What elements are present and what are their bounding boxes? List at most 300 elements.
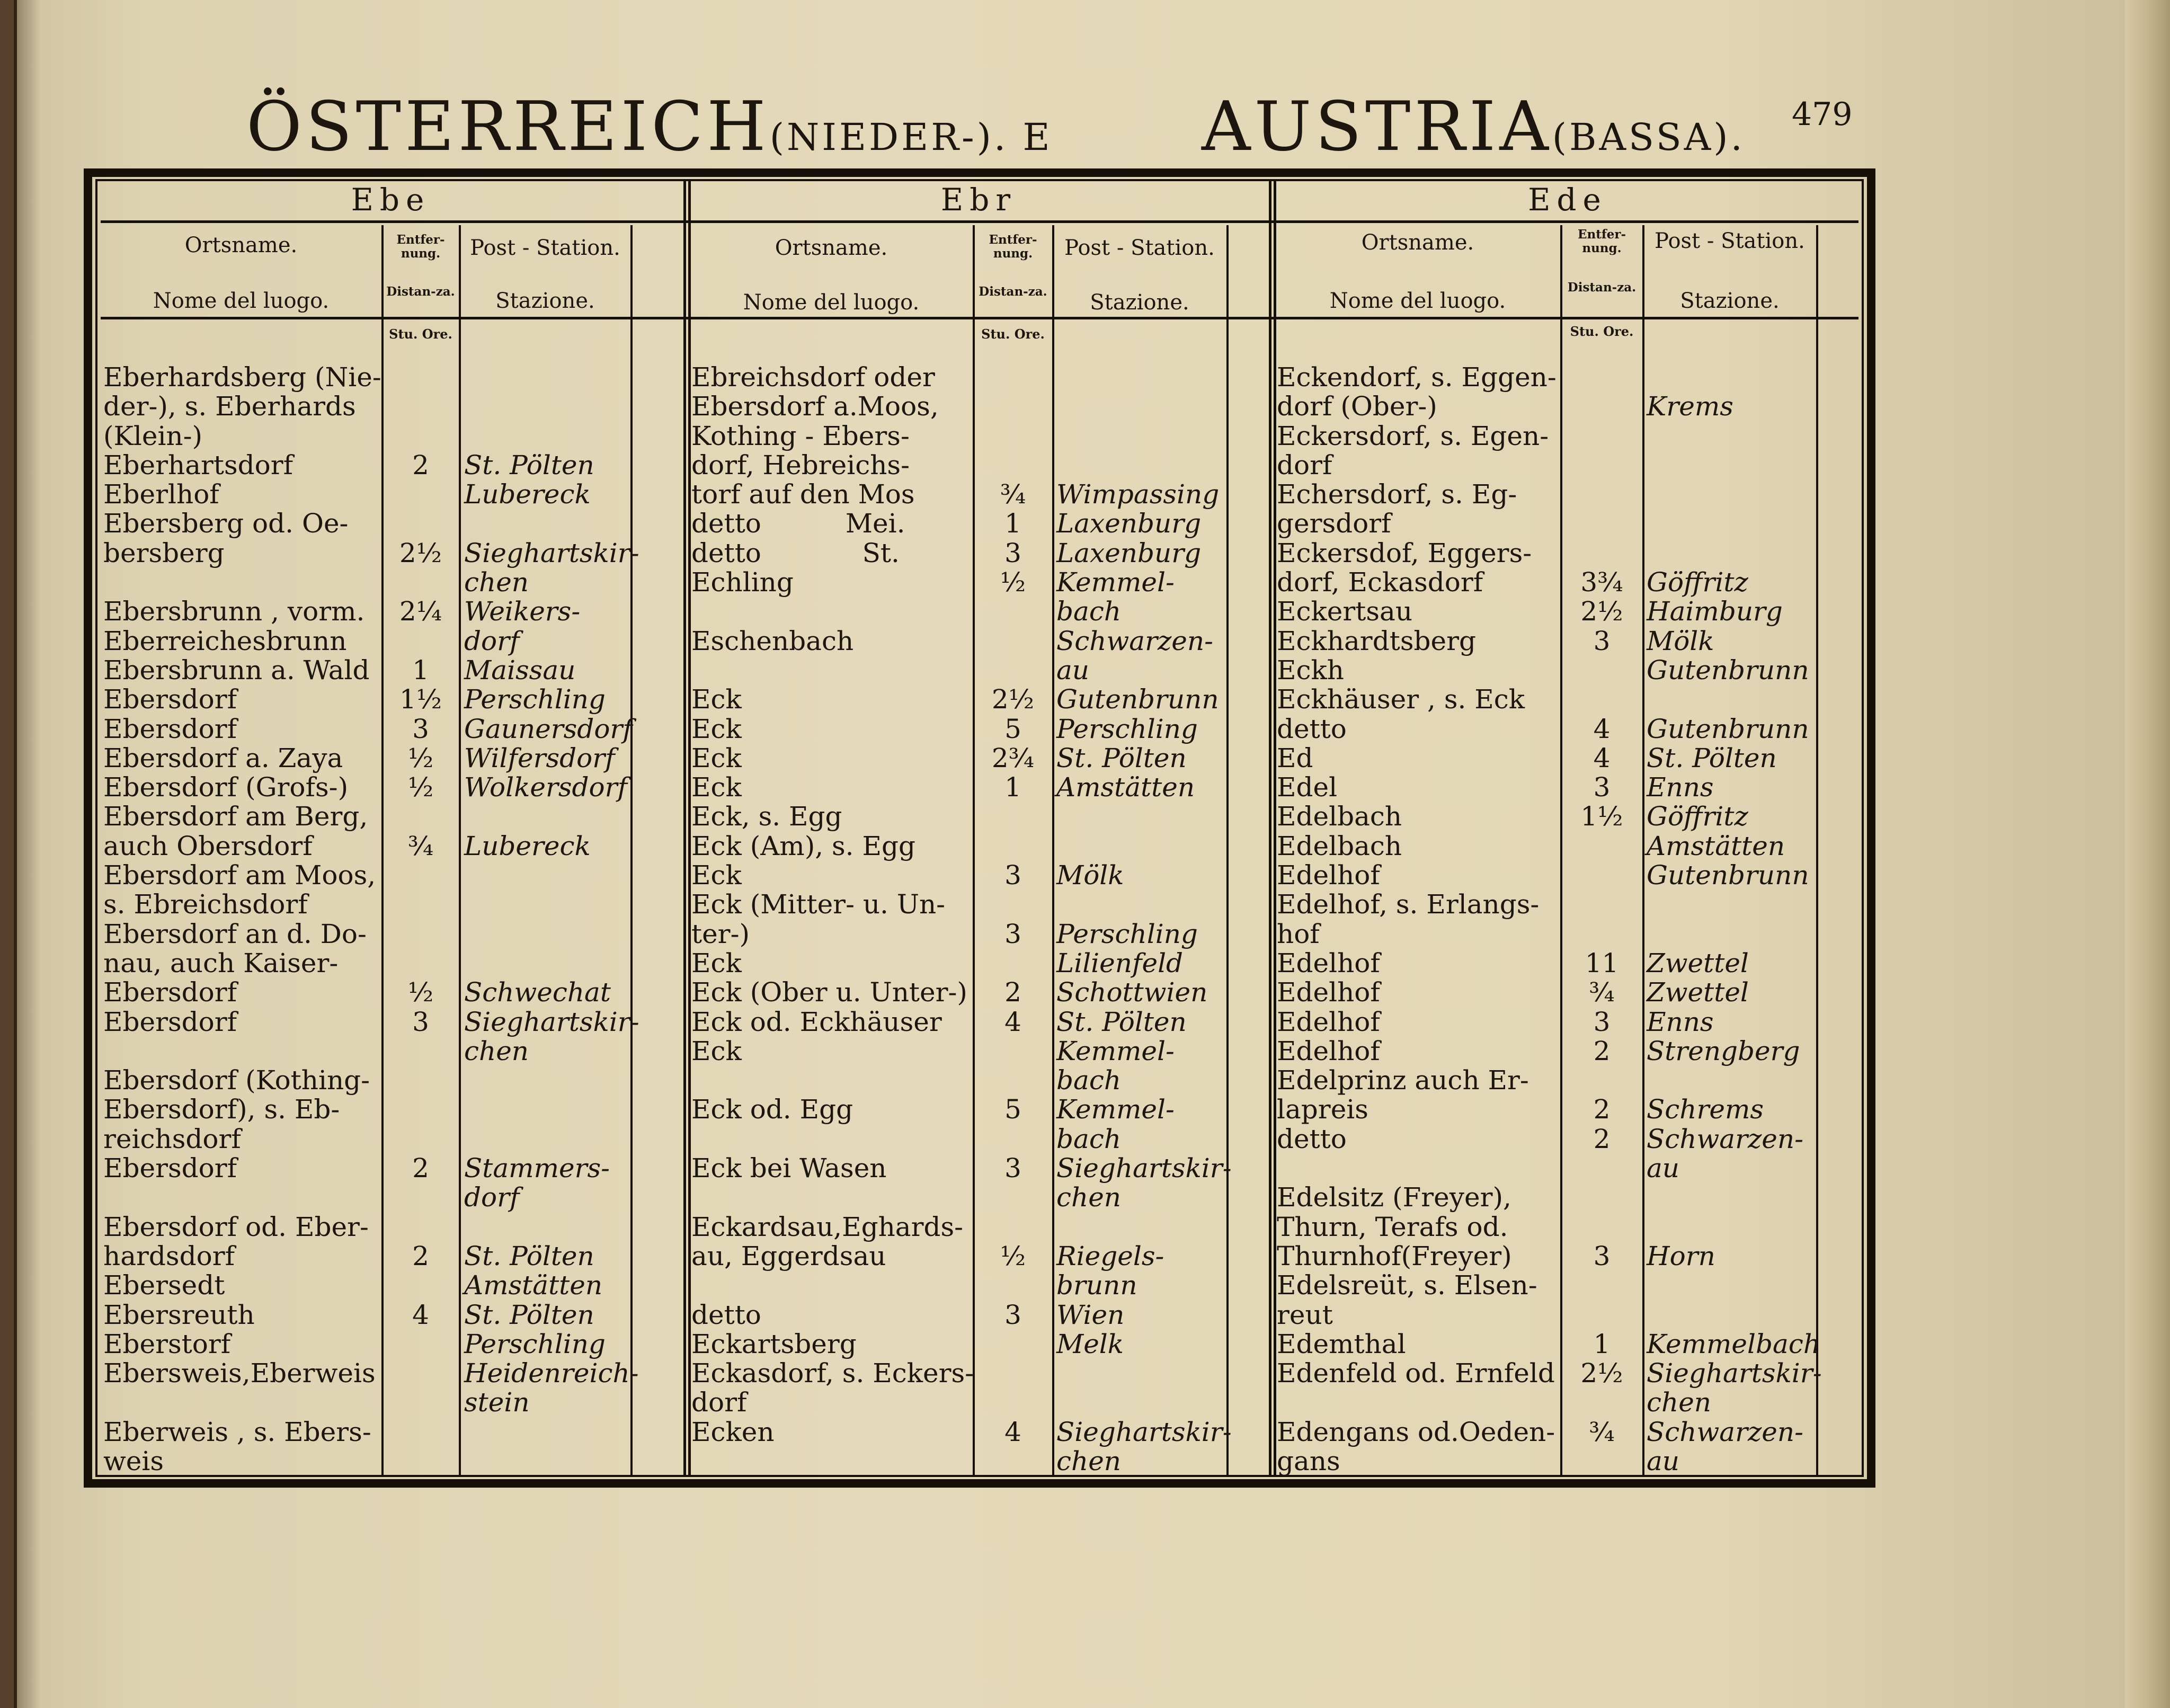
section-divider	[1269, 179, 1276, 1477]
spine-shadow	[14, 0, 40, 1708]
post-station: Kemmel-	[1056, 567, 1175, 598]
post-station: chen	[1056, 1182, 1121, 1213]
post-station	[1056, 1359, 1225, 1388]
post-station: au	[1056, 654, 1090, 686]
distance-value	[1562, 832, 1641, 861]
place-name: hof	[1277, 918, 1320, 949]
distance-value	[1562, 392, 1641, 421]
distance-value: 3	[412, 713, 429, 744]
place-name	[691, 1271, 971, 1300]
distance-value	[1562, 890, 1641, 919]
title-german-sub: (NIEDER-). E	[769, 115, 1053, 159]
post-station: St. Pölten	[1056, 742, 1187, 773]
post-station: Strengberg	[1647, 1035, 1800, 1066]
place-name: Ebersdorf am Moos,	[103, 860, 376, 891]
page-number: 479	[1792, 96, 1853, 133]
post-station: Sieghartskir-	[464, 537, 639, 568]
post-station: chen	[464, 1035, 529, 1066]
distance-value: 2¾	[991, 742, 1035, 773]
place-name: Edengans od.Oeden-	[1277, 1416, 1555, 1447]
post-station: Kemmel-	[1056, 1094, 1175, 1125]
place-name: Edelhof, s. Erlangs-	[1277, 889, 1540, 920]
post-station: dorf	[464, 625, 520, 656]
distance-value: 2	[412, 1240, 429, 1271]
place-name: ter-)	[691, 918, 750, 949]
post-station: chen	[464, 567, 529, 598]
place-name: detto	[1277, 1123, 1347, 1154]
place-name: (Klein-)	[103, 420, 203, 451]
post-station	[464, 920, 629, 949]
post-station	[464, 1066, 629, 1095]
place-name: Eckasdorf, s. Eckers-	[691, 1358, 974, 1389]
place-name	[691, 656, 971, 685]
post-station: Wilfersdorf	[464, 742, 615, 773]
post-station	[1056, 392, 1225, 421]
place-name: Thurnhof(Freyer)	[1277, 1240, 1512, 1271]
place-name: Ebersdorf	[103, 977, 237, 1008]
post-station: St. Pölten	[464, 449, 594, 481]
place-name	[691, 1066, 971, 1095]
place-name: Eck (Am), s. Egg	[691, 830, 915, 861]
title-italian	[1202, 87, 1745, 174]
post-station	[464, 1125, 629, 1154]
place-name: reichsdorf	[103, 1123, 241, 1154]
col-header-entfernung: Entfer-nung.	[989, 233, 1037, 261]
place-name: Eberweis , s. Ebers-	[103, 1416, 371, 1447]
column-line	[1052, 225, 1054, 1475]
post-station	[464, 890, 629, 919]
post-station: Wien	[1056, 1299, 1125, 1330]
place-name: nau, auch Kaiser-	[103, 947, 339, 978]
distance-value: ½	[407, 742, 434, 773]
distance-value	[384, 1213, 458, 1242]
post-station: Mölk	[1056, 860, 1124, 891]
distance-value	[1562, 363, 1641, 392]
distance-value	[975, 1271, 1051, 1300]
post-station: Sieghartskir-	[1056, 1153, 1232, 1184]
place-name: Eck	[691, 742, 742, 773]
place-name: Ebreichsdorf oder	[691, 362, 935, 393]
col-header-post-station: Post - Station.	[1064, 236, 1215, 260]
page-header	[0, 87, 2170, 166]
place-name: Edelsreüt, s. Elsen-	[1277, 1270, 1537, 1301]
place-name: Echling	[691, 567, 794, 598]
place-name	[1277, 1154, 1559, 1183]
place-name: dorf (Ober-)	[1277, 391, 1437, 422]
place-name: dorf, Eckasdorf	[1277, 567, 1483, 598]
distance-value	[975, 832, 1051, 861]
post-station: stein	[464, 1387, 530, 1418]
distance-value	[384, 920, 458, 949]
place-name-column	[1277, 363, 1559, 1476]
post-station: Schwarzen-	[1056, 625, 1213, 656]
col-header-stazione: Stazione.	[1680, 289, 1780, 313]
post-station	[1647, 1271, 1815, 1300]
place-name-column	[691, 362, 974, 1476]
place-name	[1277, 1388, 1559, 1417]
distance-value	[1562, 480, 1641, 509]
col-header-nome-del-luogo: Nome del luogo.	[1329, 289, 1506, 313]
post-station	[1647, 1183, 1815, 1212]
distance-column	[384, 363, 458, 1476]
place-name	[103, 1183, 380, 1212]
post-station: Horn	[1647, 1240, 1715, 1271]
distance-value: 11	[1585, 947, 1619, 978]
col-header-post-station: Post - Station.	[470, 236, 620, 260]
place-name: auch Obersdorf	[103, 830, 313, 861]
post-station	[464, 1095, 629, 1124]
col-header-stazione: Stazione.	[1090, 290, 1189, 315]
place-name	[103, 1037, 380, 1066]
post-station: Laxenburg	[1056, 508, 1202, 539]
place-name: detto	[691, 1299, 761, 1330]
page-edge	[2125, 0, 2170, 1708]
post-station	[1056, 802, 1225, 831]
place-name: torf auf den Mos	[691, 479, 915, 510]
title-italian-main: AUSTRIA	[1202, 87, 1552, 166]
unit-label: Stu. Ore.	[1570, 324, 1634, 339]
distance-value	[384, 1359, 458, 1388]
distance-value	[384, 568, 458, 597]
distance-value	[384, 1183, 458, 1212]
post-station: Heidenreich-	[464, 1358, 639, 1389]
post-station: Maissau	[464, 654, 576, 686]
post-station: Melk	[1056, 1328, 1124, 1359]
distance-value: 5	[1004, 1094, 1021, 1125]
post-station: chen	[1056, 1445, 1121, 1476]
distance-value	[1562, 656, 1641, 685]
post-station	[1647, 890, 1815, 919]
post-station	[1647, 422, 1815, 451]
distance-value: 2½	[1580, 1358, 1623, 1389]
distance-value	[1562, 1183, 1641, 1212]
post-station: St. Pölten	[1056, 1006, 1187, 1037]
post-station	[464, 861, 629, 890]
place-name: Eck bei Wasen	[691, 1153, 887, 1184]
post-station: Schottwien	[1056, 977, 1208, 1008]
post-station: Kemmel-	[1056, 1035, 1175, 1066]
place-name: Ebersreuth	[103, 1299, 255, 1330]
col-header-ortsname: Ortsname.	[1361, 230, 1474, 255]
place-name: Ebersdorf od. Eber-	[103, 1211, 369, 1242]
place-name	[691, 597, 971, 626]
place-name: Edelprinz auch Er-	[1277, 1065, 1529, 1096]
post-station: dorf	[464, 1182, 520, 1213]
place-name: Eck	[691, 1035, 742, 1066]
distance-value: 2¼	[399, 596, 442, 627]
post-station: chen	[1647, 1387, 1711, 1418]
title-german-main: ÖSTERREICH	[246, 87, 770, 166]
distance-value	[1562, 1301, 1641, 1330]
post-station: Enns	[1647, 1006, 1714, 1037]
distance-value: ¾	[1589, 1416, 1615, 1447]
post-station: Zwettel	[1647, 947, 1749, 978]
place-name: reut	[1277, 1299, 1333, 1330]
post-station: bach	[1056, 1065, 1122, 1096]
post-station: Laxenburg	[1056, 537, 1202, 568]
distance-value: 3	[1593, 1006, 1611, 1037]
post-station: Lubereck	[464, 830, 591, 861]
distance-value	[384, 1330, 458, 1359]
place-name: Ebersdorf (Kothing-	[103, 1065, 370, 1096]
place-name	[691, 1183, 971, 1212]
distance-value	[384, 949, 458, 978]
distance-value: 1	[1593, 1328, 1611, 1359]
distance-value	[975, 1213, 1051, 1242]
distance-value	[1562, 1271, 1641, 1300]
distance-value: 2½	[991, 684, 1035, 715]
distance-value	[1562, 1447, 1641, 1476]
distance-value: 2	[1593, 1035, 1611, 1066]
distance-value	[384, 1066, 458, 1095]
distance-value	[975, 363, 1051, 392]
place-name: Ebersdorf am Berg,	[103, 801, 368, 832]
place-name: Edelbach	[1277, 830, 1402, 861]
distance-value: ¾	[407, 830, 434, 861]
distance-value: 2½	[1580, 596, 1623, 627]
distance-value: 2	[1593, 1123, 1611, 1154]
place-name: dorf	[691, 1387, 747, 1418]
distance-value	[975, 1125, 1051, 1154]
title-german	[246, 87, 1053, 174]
post-station-column	[464, 363, 639, 1476]
place-name: Eck	[691, 947, 742, 978]
place-name: gersdorf	[1277, 508, 1391, 539]
place-name: Edelbach	[1277, 801, 1402, 832]
place-name: Ebersbrunn a. Wald	[103, 654, 370, 686]
distance-value: 1	[1004, 772, 1021, 803]
post-station: Perschling	[1056, 713, 1198, 744]
post-station: bach	[1056, 1123, 1122, 1154]
place-name: Eckhäuser , s. Eck	[1277, 684, 1525, 715]
place-name: Thurn, Terafs od.	[1277, 1211, 1508, 1242]
place-name: detto St.	[691, 537, 900, 568]
distance-value: 4	[1593, 742, 1611, 773]
column-line	[1642, 225, 1644, 1475]
post-station	[1647, 685, 1815, 714]
place-name: Eckartsberg	[691, 1328, 857, 1359]
distance-value	[1562, 509, 1641, 538]
place-name: Eckendorf, s. Eggen-	[1277, 362, 1557, 393]
distance-value	[384, 480, 458, 509]
place-name: au, Eggerdsau	[691, 1240, 886, 1271]
distance-value: 2	[412, 1153, 429, 1184]
post-station: Göffritz	[1647, 801, 1748, 832]
post-station	[1647, 1066, 1815, 1095]
distance-value	[384, 392, 458, 421]
post-station: Mölk	[1647, 625, 1714, 656]
place-name: Ebersbrunn , vorm.	[103, 596, 365, 627]
distance-value: 1	[412, 654, 429, 686]
col-header-post-station: Post - Station.	[1655, 229, 1805, 253]
distance-value: 5	[1004, 713, 1021, 744]
post-station	[1056, 1213, 1225, 1242]
distance-value: 3	[1004, 918, 1021, 949]
distance-value: ½	[407, 772, 434, 803]
distance-column	[975, 363, 1051, 1476]
col-header-nome-del-luogo: Nome del luogo.	[153, 289, 330, 313]
distance-value	[975, 890, 1051, 919]
post-station	[1647, 451, 1815, 480]
place-name: Edel	[1277, 772, 1338, 803]
place-name	[691, 1125, 971, 1154]
distance-value	[384, 1418, 458, 1447]
distance-value	[384, 1388, 458, 1417]
distance-value	[975, 1359, 1051, 1388]
distance-value	[975, 656, 1051, 685]
post-station: Enns	[1647, 772, 1714, 803]
col-header-distanza: Distan-za.	[1567, 280, 1637, 295]
place-name	[103, 1388, 380, 1417]
place-name: Ebersdorf	[103, 1153, 237, 1184]
post-station	[1647, 1301, 1815, 1330]
section-label-ebe: Ebe	[351, 182, 431, 218]
distance-value	[384, 422, 458, 451]
place-name: Edemthal	[1277, 1328, 1406, 1359]
post-station	[1056, 890, 1225, 919]
place-name: bersberg	[103, 537, 225, 568]
place-name: Ebersedt	[103, 1270, 225, 1301]
post-station: St. Pölten	[1647, 742, 1777, 773]
post-station: Wolkersdorf	[464, 772, 628, 803]
place-name: detto Mei.	[691, 508, 905, 539]
place-name: Ebersdorf a.Moos,	[691, 391, 939, 422]
post-station: Perschling	[464, 684, 606, 715]
distance-value	[1562, 1213, 1641, 1242]
place-name: Ebersberg od. Oe-	[103, 508, 349, 539]
post-station	[1647, 920, 1815, 949]
distance-value: 4	[412, 1299, 429, 1330]
place-name: Ebersdorf	[103, 1006, 237, 1037]
post-station: Schwechat	[464, 977, 611, 1008]
section-divider	[683, 179, 691, 1477]
distance-value	[975, 1330, 1051, 1359]
post-station	[1647, 509, 1815, 538]
section-label-ebr: Ebr	[940, 182, 1017, 218]
column-line	[1226, 225, 1229, 1475]
place-name: Eck (Mitter- u. Un-	[691, 889, 946, 920]
distance-value	[975, 627, 1051, 656]
post-station	[464, 1213, 629, 1242]
distance-value	[975, 1037, 1051, 1066]
distance-value: 2	[1004, 977, 1021, 1008]
place-name: gans	[1277, 1445, 1340, 1476]
distance-value	[975, 802, 1051, 831]
post-station	[1056, 1388, 1225, 1417]
place-name: der-), s. Eberhards	[103, 391, 356, 422]
place-name: dorf, Hebreichs-	[691, 449, 910, 481]
place-name: Eschenbach	[691, 625, 854, 656]
post-station: Wimpassing	[1056, 479, 1220, 510]
post-station: Riegels-	[1056, 1240, 1164, 1271]
distance-value: 4	[1004, 1416, 1021, 1447]
place-name: Kothing - Ebers-	[691, 420, 910, 451]
distance-value: 3	[412, 1006, 429, 1037]
post-station	[464, 392, 629, 421]
place-name-column	[103, 363, 380, 1476]
header-rule	[101, 317, 1858, 319]
post-station: Sieghartskir-	[464, 1006, 639, 1037]
post-station	[464, 509, 629, 538]
distance-value	[384, 802, 458, 831]
post-station	[1647, 363, 1815, 392]
post-station: au	[1647, 1153, 1680, 1184]
distance-value	[384, 890, 458, 919]
distance-value: 4	[1593, 713, 1611, 744]
section-label-ede: Ede	[1528, 182, 1607, 218]
column-line	[1816, 225, 1818, 1475]
post-station: Sieghartskir-	[1056, 1416, 1232, 1447]
distance-value	[384, 1095, 458, 1124]
place-name: Eck	[691, 860, 742, 891]
place-name: s. Ebreichsdorf	[103, 889, 308, 920]
post-station: Gutenbrunn	[1647, 713, 1809, 744]
section-label-rule	[101, 220, 1858, 223]
post-station	[1647, 1213, 1815, 1242]
post-station	[1056, 422, 1225, 451]
distance-value: 1½	[1580, 801, 1623, 832]
place-name	[103, 568, 380, 597]
post-station: Zwettel	[1647, 977, 1749, 1008]
distance-value: 3	[1004, 860, 1021, 891]
distance-value: 2½	[399, 537, 442, 568]
place-name: Edelhof	[1277, 1035, 1380, 1066]
place-name: Ebersweis,Eberweis	[103, 1358, 376, 1389]
post-station: Haimburg	[1647, 596, 1783, 627]
distance-value	[975, 597, 1051, 626]
place-name: dorf	[1277, 449, 1332, 481]
distance-value: 3¾	[1580, 567, 1623, 598]
place-name: detto	[1277, 713, 1347, 744]
col-header-entfernung: Entfer-nung.	[1577, 227, 1626, 255]
col-header-distanza: Distan-za.	[386, 284, 455, 299]
distance-value	[975, 392, 1051, 421]
post-station: brunn	[1056, 1270, 1137, 1301]
post-station-column	[1056, 363, 1232, 1476]
post-station	[1056, 451, 1225, 480]
place-name: Eck	[691, 772, 742, 803]
post-station: Perschling	[464, 1328, 606, 1359]
place-name: Eckersdorf, s. Egen-	[1277, 420, 1549, 451]
place-name: Edelhof	[1277, 947, 1380, 978]
place-name: Eberlhof	[103, 479, 219, 510]
post-station	[464, 1418, 629, 1447]
distance-value: 2	[412, 449, 429, 481]
place-name: hardsdorf	[103, 1240, 235, 1271]
place-name: Eck, s. Egg	[691, 801, 842, 832]
distance-value	[975, 1388, 1051, 1417]
col-header-distanza: Distan-za.	[979, 284, 1047, 299]
post-station: Amstätten	[1647, 830, 1785, 861]
distance-value: 1	[1004, 508, 1021, 539]
place-name: Edelhof	[1277, 860, 1380, 891]
post-station	[464, 802, 629, 831]
distance-value	[1562, 539, 1641, 568]
distance-value: 3	[1593, 772, 1611, 803]
distance-value: 2	[1593, 1094, 1611, 1125]
distance-value	[975, 1447, 1051, 1476]
distance-value: ¾	[1000, 479, 1026, 510]
distance-value	[1562, 422, 1641, 451]
place-name: Ebersdorf an d. Do-	[103, 918, 367, 949]
col-header-stazione: Stazione.	[495, 289, 595, 313]
post-station: Weikers-	[464, 596, 581, 627]
place-name: Edelhof	[1277, 977, 1380, 1008]
post-station	[464, 363, 629, 392]
post-station: bach	[1056, 596, 1122, 627]
post-station: Amstätten	[1056, 772, 1195, 803]
post-station	[1056, 832, 1225, 861]
